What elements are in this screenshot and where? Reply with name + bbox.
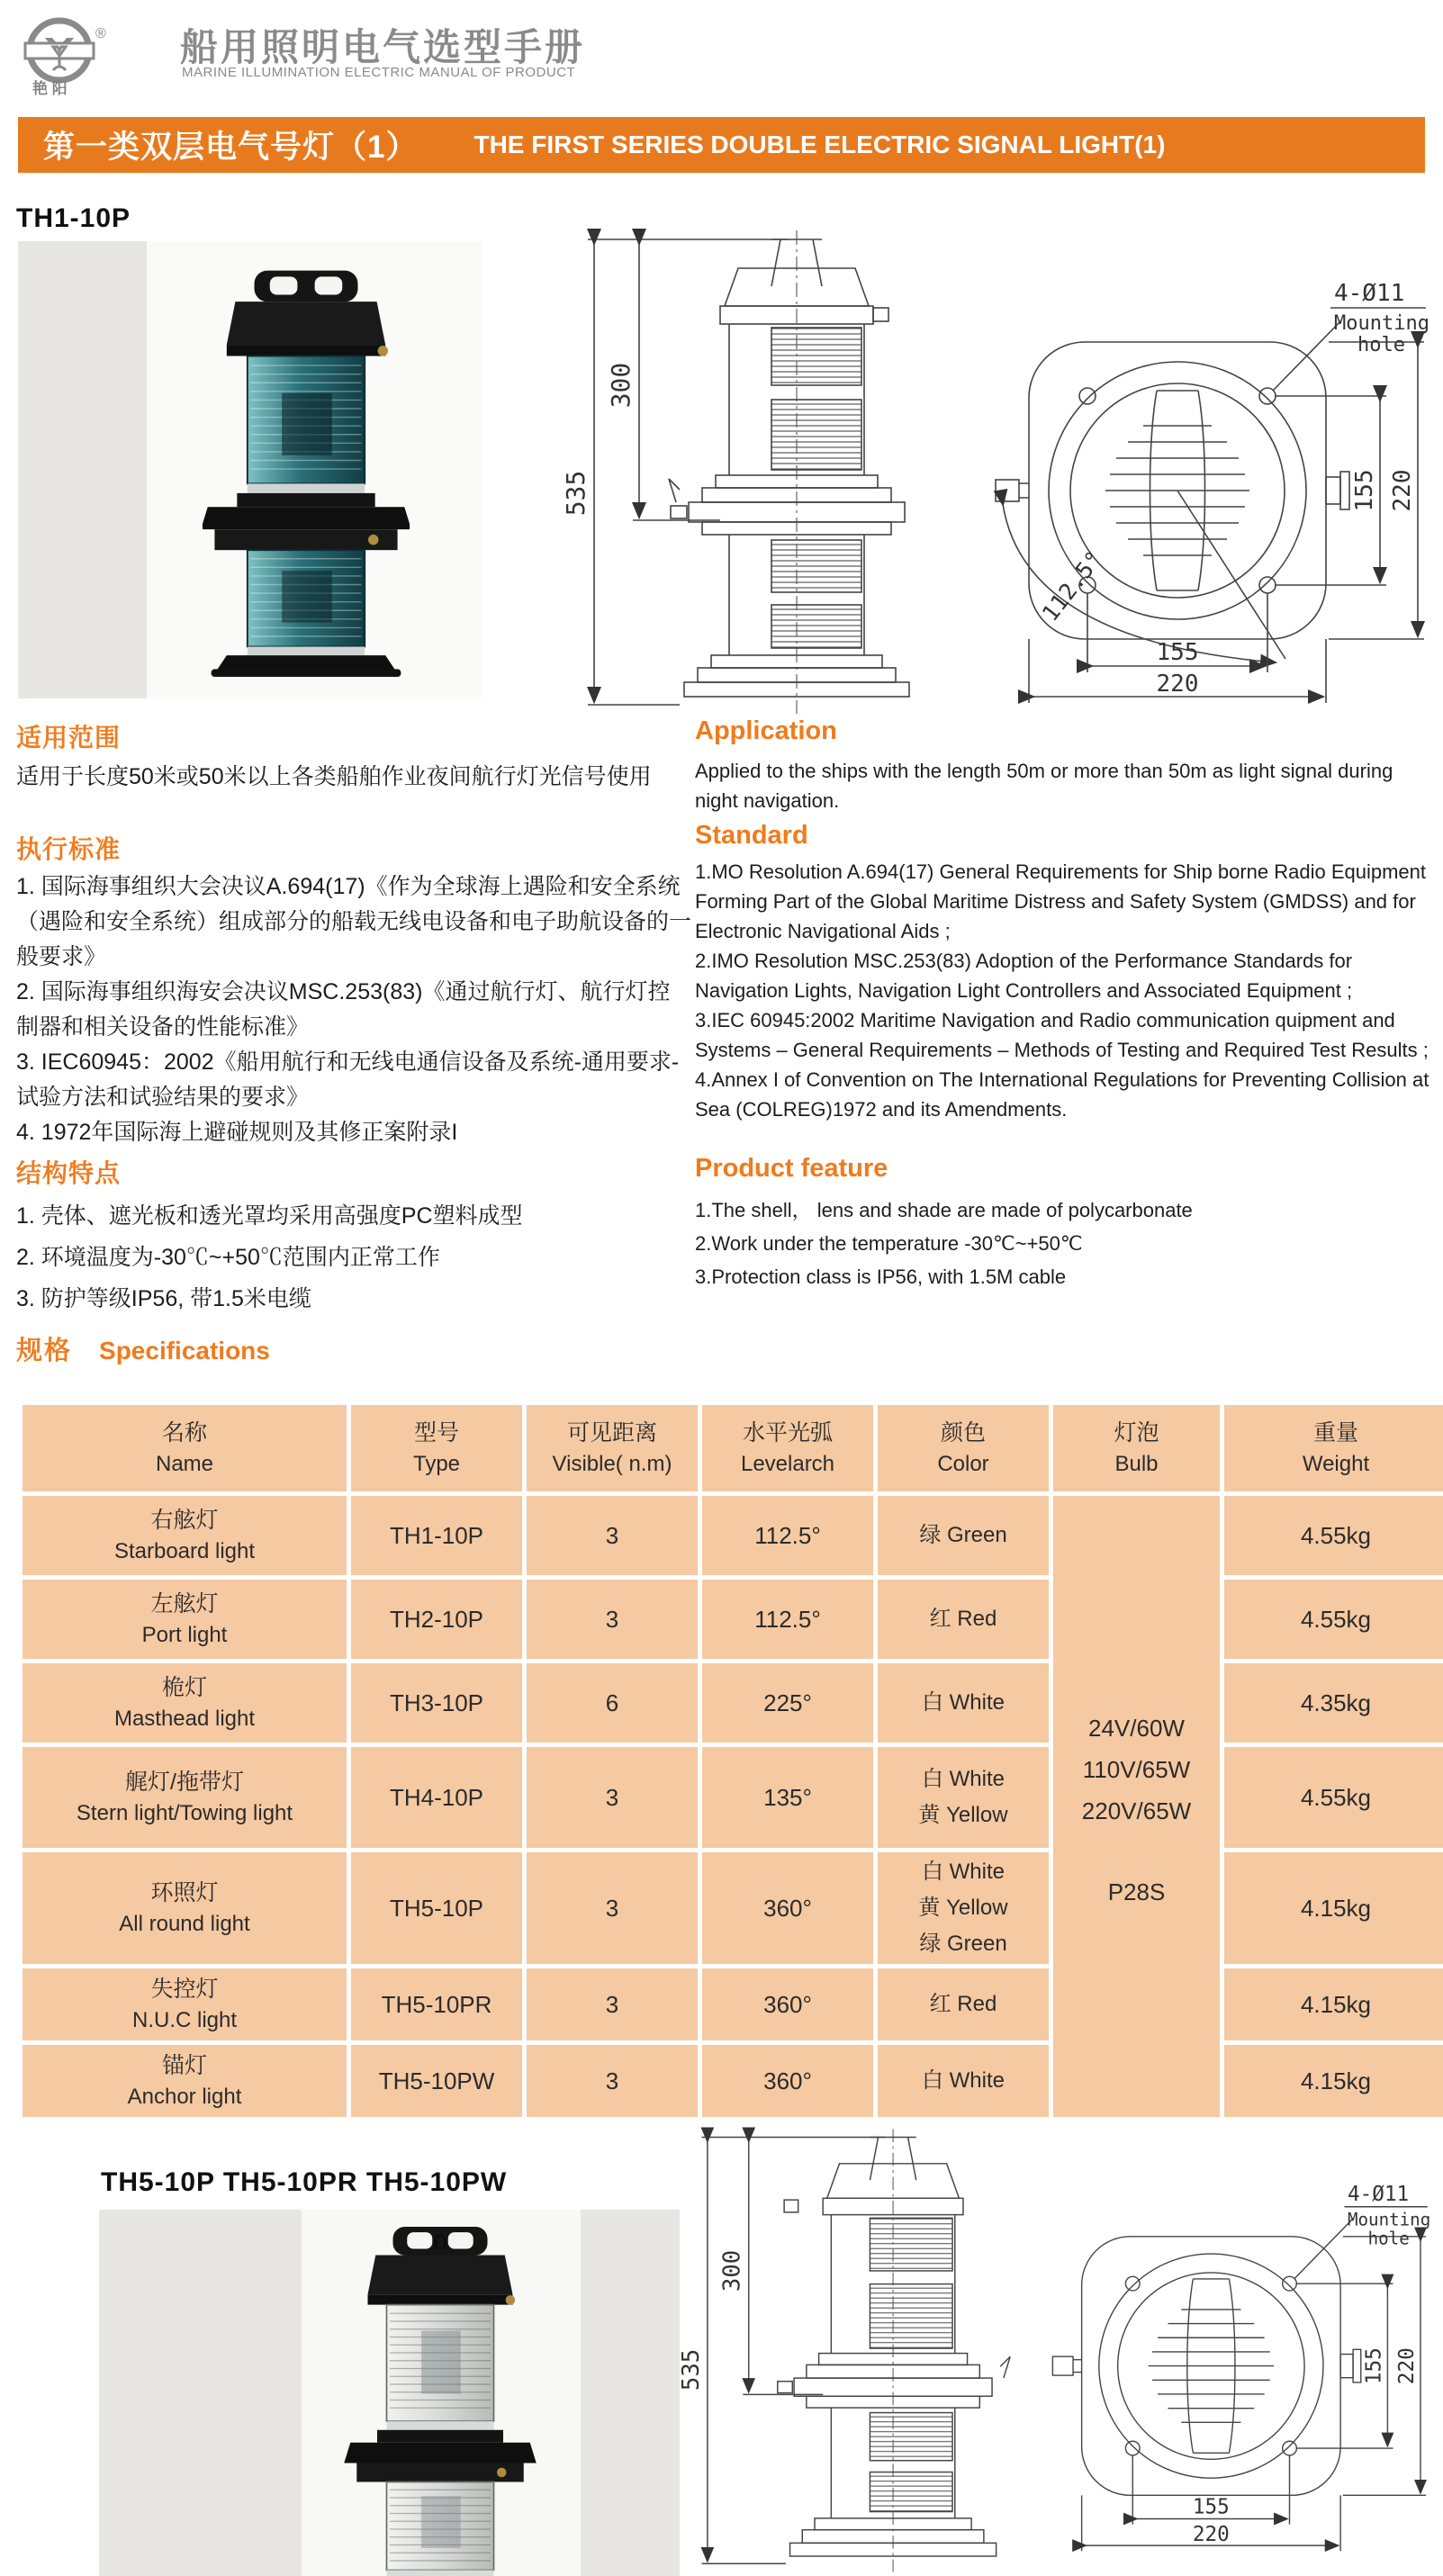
cell-color xyxy=(878,2045,1049,2117)
feature-heading-en: Product feature xyxy=(695,1154,888,1183)
cell-name xyxy=(23,1663,347,1743)
col-header-bulb xyxy=(1053,1405,1220,1491)
all-round-light-photo-icon xyxy=(340,2220,540,2576)
color-line: 黄 Yellow xyxy=(918,1896,1008,1920)
mounting-word2-label: hole xyxy=(1357,334,1405,356)
col-header-name xyxy=(23,1405,347,1491)
col-visible-cn: 可见距离 xyxy=(566,1420,657,1446)
col-visible-en: Visible( n.m) xyxy=(552,1452,672,1476)
logo-text: 艳 阳 xyxy=(32,80,68,97)
row-name-en: All round light xyxy=(119,1912,250,1936)
table-row-starboard xyxy=(23,1496,1443,1575)
feature-item-en: 3.Protection class is IP56, with 1.5M cable xyxy=(695,1265,1067,1288)
bulb-voltage: 110V/65W xyxy=(1082,1755,1191,1783)
row-name-cn: 失控灯 xyxy=(150,1977,219,2002)
signal-light-photo-icon xyxy=(203,254,410,688)
standard-heading-cn: 执行标准 xyxy=(16,835,122,863)
row-name-en: Port light xyxy=(141,1623,228,1647)
cell-arc: 225° xyxy=(702,1663,873,1743)
top-view-drawing-bottom xyxy=(1031,2167,1443,2560)
row-name-en: Stern light/Towing light xyxy=(76,1801,293,1825)
dim-220-horizontal-label: 220 xyxy=(1192,2522,1230,2546)
col-header-arc xyxy=(702,1405,873,1491)
brand-logo xyxy=(13,11,166,102)
cell-color xyxy=(878,1580,1049,1659)
color-line: 黄 Yellow xyxy=(918,1803,1008,1827)
color-line: 红 Red xyxy=(929,1992,997,2016)
feature-item-en: 1.The shell， lens and shade are made of polycarbonate xyxy=(695,1199,1193,1221)
bulb-voltage: 220V/65W xyxy=(1081,1797,1192,1824)
cell-type: TH5-10PW xyxy=(351,2045,522,2117)
row-name-cn: 桅灯 xyxy=(161,1675,207,1700)
cell-visible: 3 xyxy=(527,1852,698,1964)
standard-item-en: 2.IMO Resolution MSC.253(83) Adoption of the Performance Standards for Navigation Lights, Navigation Light Controllers and Associated Equipment ; xyxy=(695,950,1353,1002)
standard-item-cn: 2. 国际海事组织海安会决议MSC.253(83)《通过航行灯、航行灯控制器和相关设备的性能标准》 xyxy=(16,979,671,1040)
col-type-en: Type xyxy=(412,1452,461,1476)
cell-weight: 4.15kg xyxy=(1224,1968,1443,2040)
color-line: 白 White xyxy=(921,1767,1005,1791)
scope-heading-cn: 适用范围 xyxy=(16,724,122,752)
cell-type: TH5-10P xyxy=(351,1852,522,1964)
row-name-en: Anchor light xyxy=(127,2085,242,2109)
cell-name xyxy=(23,1747,347,1848)
col-weight-cn: 重量 xyxy=(1312,1420,1358,1446)
row-name-cn: 左舷灯 xyxy=(150,1591,219,1617)
standard-item-cn: 3. IEC60945：2002《船用航行和无线电通信设备及系统-通用要求-试验方法和试验结果的要求》 xyxy=(16,1049,680,1110)
cell-visible: 3 xyxy=(527,1747,698,1848)
dim-220-vertical-label: 220 xyxy=(1395,2347,1420,2385)
front-view-drawing-top xyxy=(545,223,986,718)
hole-callout-label: 4-Ø11 xyxy=(1347,2182,1410,2206)
specifications-heading-en: Specifications xyxy=(99,1337,270,1365)
col-bulb-cn: 灯泡 xyxy=(1114,1420,1159,1446)
row-name-cn: 右舷灯 xyxy=(150,1508,219,1533)
product-photo-th5 xyxy=(99,2210,680,2576)
dim-155-horizontal-label: 155 xyxy=(1156,639,1199,666)
feature-item-en: 2.Work under the temperature -30℃~+50℃ xyxy=(695,1232,1083,1255)
cell-name xyxy=(23,1580,347,1659)
cell-arc: 360° xyxy=(702,2045,873,2117)
dim-220-horizontal-label: 220 xyxy=(1156,671,1199,698)
color-line: 白 White xyxy=(921,2068,1005,2093)
cell-weight: 4.15kg xyxy=(1224,1852,1443,1964)
dim-300-label: 300 xyxy=(606,362,636,409)
cell-arc: 360° xyxy=(702,1968,873,2040)
feature-list-en xyxy=(695,1193,1440,1293)
row-name-en: Starboard light xyxy=(113,1539,256,1563)
cell-visible: 3 xyxy=(527,1496,698,1575)
section-banner xyxy=(18,117,1425,173)
application-heading-en: Application xyxy=(695,716,837,745)
col-arc-cn: 水平光弧 xyxy=(742,1420,833,1446)
mounting-word1-label: Mounting xyxy=(1334,312,1429,335)
row-name-cn: 锚灯 xyxy=(161,2053,207,2078)
cell-color xyxy=(878,1747,1049,1848)
cell-name xyxy=(23,2045,347,2117)
cell-arc: 112.5° xyxy=(702,1496,873,1575)
standard-item-cn: 4. 1972年国际海上避碰规则及其修正案附录I xyxy=(16,1120,458,1145)
dim-535-label: 535 xyxy=(677,2348,705,2391)
color-line: 绿 Green xyxy=(919,1523,1007,1547)
cell-color xyxy=(878,1663,1049,1743)
banner-title-cn: 第一类双层电气号灯（1） xyxy=(43,130,419,165)
standard-heading-en: Standard xyxy=(695,821,808,850)
dim-535-label: 535 xyxy=(561,470,591,517)
cell-weight: 4.55kg xyxy=(1224,1496,1443,1575)
cell-visible: 3 xyxy=(527,1968,698,2040)
cell-visible: 3 xyxy=(527,1580,698,1659)
col-name-cn: 名称 xyxy=(161,1420,207,1446)
model-label-bottom: TH5-10P TH5-10PR TH5-10PW xyxy=(101,2167,508,2197)
registered-mark: ® xyxy=(95,26,106,41)
dim-155-vertical-label: 155 xyxy=(1351,469,1378,512)
cell-type: TH2-10P xyxy=(351,1580,522,1659)
mounting-word2-label: hole xyxy=(1367,2228,1410,2249)
row-name-cn: 艉灯/拖带灯 xyxy=(125,1770,244,1795)
top-view-drawing-top xyxy=(970,263,1443,713)
manual-subtitle: MARINE ILLUMINATION ELECTRIC MANUAL OF PRODUCT xyxy=(182,65,576,80)
col-color-en: Color xyxy=(937,1452,989,1476)
hole-callout-label: 4-Ø11 xyxy=(1334,280,1405,307)
dim-155-vertical-label: 155 xyxy=(1362,2347,1386,2385)
cell-type: TH1-10P xyxy=(351,1496,522,1575)
cell-arc: 135° xyxy=(702,1747,873,1848)
mounting-word1-label: Mounting xyxy=(1347,2209,1431,2230)
bulb-voltage: 24V/60W xyxy=(1088,1714,1185,1742)
cell-color xyxy=(878,1496,1049,1575)
cell-type: TH3-10P xyxy=(351,1663,522,1743)
standard-list-en xyxy=(695,857,1440,1124)
standard-item-en: 3.IEC 60945:2002 Maritime Navigation and Radio communication quipment and Systems – General Requirements – Methods of Testing and Required Test Results ; xyxy=(695,1009,1429,1061)
cell-name xyxy=(23,1968,347,2040)
cell-color xyxy=(878,1968,1049,2040)
cell-arc: 112.5° xyxy=(702,1580,873,1659)
standard-item-en: 4.Annex I of Convention on The International Regulations for Preventing Collision at Sea (COLREG)1972 and its Amendments. xyxy=(695,1068,1429,1121)
specifications-heading-cn: 规格 xyxy=(16,1337,73,1365)
col-header-color xyxy=(878,1405,1049,1491)
standard-item-en: 1.MO Resolution A.694(17) General Requirements for Ship borne Radio Equipment Forming Part of the Global Maritime Distress and Safety System (GMDSS) and for Electronic Navigational Aids ; xyxy=(695,860,1427,942)
dim-300-label: 300 xyxy=(718,2249,746,2292)
specifications-table xyxy=(18,1401,1443,2121)
col-header-weight xyxy=(1224,1405,1443,1491)
front-view-drawing-bottom xyxy=(662,2122,1067,2576)
col-weight-en: Weight xyxy=(1302,1452,1370,1476)
feature-item-cn: 2. 环境温度为-30℃~+50℃范围内正常工作 xyxy=(16,1245,440,1270)
color-line: 红 Red xyxy=(929,1607,997,1631)
scope-body-cn: 适用于长度50米或50米以上各类船舶作业夜间航行灯光信号使用 xyxy=(16,764,652,789)
dim-220-vertical-label: 220 xyxy=(1389,469,1416,512)
table-row-all-round xyxy=(23,1852,1443,1964)
angle-label: 112.5° xyxy=(1036,545,1108,626)
col-header-type xyxy=(351,1405,522,1491)
feature-list-cn xyxy=(16,1195,691,1320)
col-header-visible xyxy=(527,1405,698,1491)
row-name-en: N.U.C light xyxy=(131,2008,238,2032)
color-line: 白 White xyxy=(921,1690,1005,1715)
col-bulb-en: Bulb xyxy=(1114,1452,1159,1476)
cell-visible: 3 xyxy=(527,2045,698,2117)
feature-item-cn: 3. 防护等级IP56, 带1.5米电缆 xyxy=(16,1286,311,1311)
table-row-anchor xyxy=(23,2045,1443,2117)
col-type-cn: 型号 xyxy=(413,1420,459,1446)
standard-list-cn xyxy=(16,869,691,1150)
feature-item-cn: 1. 壳体、遮光板和透光罩均采用高强度PC塑料成型 xyxy=(16,1203,523,1229)
cell-bulb-merged xyxy=(1053,1496,1220,2117)
table-header-row xyxy=(23,1405,1443,1491)
cell-type: TH4-10P xyxy=(351,1747,522,1848)
table-row-stern-towing xyxy=(23,1747,1443,1848)
cell-arc: 360° xyxy=(702,1852,873,1964)
cell-type: TH5-10PR xyxy=(351,1968,522,2040)
col-arc-en: Levelarch xyxy=(740,1452,835,1476)
cell-weight: 4.35kg xyxy=(1224,1663,1443,1743)
row-name-cn: 环照灯 xyxy=(150,1880,219,1905)
standard-item-cn: 1. 国际海事组织大会决议A.694(17)《作为全球海上遇险和安全系统（遇险和安全系统）组成部分的船载无线电设备和电子助航设备的一般要求》 xyxy=(16,874,692,969)
color-line: 绿 Green xyxy=(919,1932,1007,1956)
row-name-en: Masthead light xyxy=(113,1707,256,1731)
cell-weight: 4.55kg xyxy=(1224,1747,1443,1848)
bulb-base: P28S xyxy=(1107,1878,1166,1905)
cell-visible: 6 xyxy=(527,1663,698,1743)
application-body-en: Applied to the ships with the length 50m or more than 50m as light signal during night navigation. xyxy=(695,760,1393,812)
specifications-heading xyxy=(16,1330,270,1367)
banner-title-en: THE FIRST SERIES DOUBLE ELECTRIC SIGNAL LIGHT(1) xyxy=(473,131,1166,158)
table-row-port xyxy=(23,1580,1443,1659)
product-photo-th1 xyxy=(18,241,482,698)
cell-name xyxy=(23,1852,347,1964)
color-line: 白 White xyxy=(921,1860,1005,1884)
cell-weight: 4.15kg xyxy=(1224,2045,1443,2117)
dim-155-horizontal-label: 155 xyxy=(1192,2495,1230,2519)
table-row-nuc xyxy=(23,1968,1443,2040)
cell-name xyxy=(23,1496,347,1575)
col-name-en: Name xyxy=(155,1452,214,1476)
table-row-masthead xyxy=(23,1663,1443,1743)
col-color-cn: 颜色 xyxy=(940,1420,986,1446)
cell-weight: 4.55kg xyxy=(1224,1580,1443,1659)
manual-title: 船用照明电气选型手册 xyxy=(180,26,586,68)
cell-color xyxy=(878,1852,1049,1964)
model-label-top: TH1-10P xyxy=(16,203,131,233)
feature-heading-cn: 结构特点 xyxy=(16,1159,122,1187)
